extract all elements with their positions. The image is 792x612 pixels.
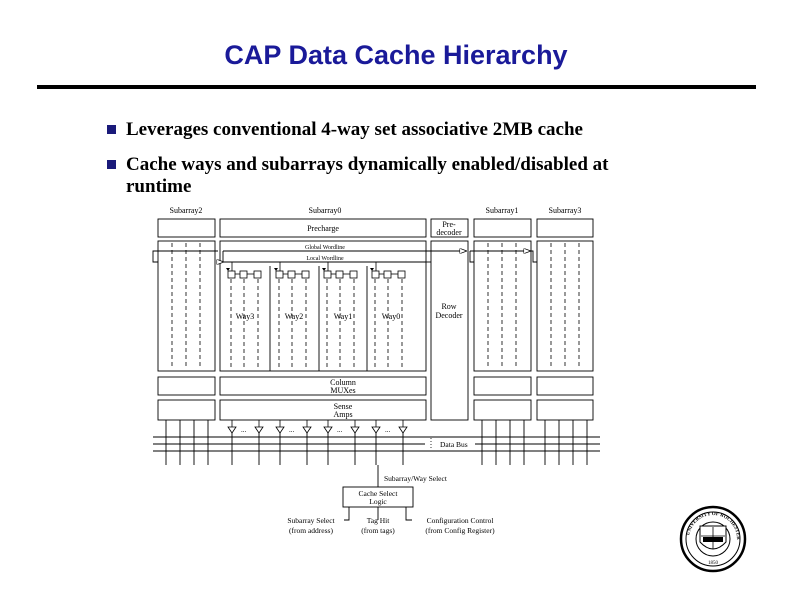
subarray2-precharge <box>158 219 215 237</box>
ellipsis-way1: ... <box>337 426 343 434</box>
subarray2-column-mux <box>158 377 215 395</box>
subarray1-array <box>474 241 531 371</box>
tag-hit-label: Tag Hit <box>366 516 390 525</box>
sense-amps-block <box>220 400 426 420</box>
subarray2-sense-amps <box>158 400 215 420</box>
subarray1-column-mux <box>474 377 531 395</box>
subarray2-label: Subarray2 <box>169 206 203 215</box>
subarray3-label: Subarray3 <box>548 206 582 215</box>
subarray1-label: Subarray1 <box>485 206 519 215</box>
subarray0-label: Subarray0 <box>308 206 342 215</box>
row-decoder-label-2: Decoder <box>435 311 463 320</box>
row-decoder-label-1: Row <box>441 302 457 311</box>
ellipsis-way2: ... <box>289 426 295 434</box>
sense-amps-label-1: Sense <box>333 402 353 411</box>
way0-label: Way0 <box>381 312 401 321</box>
subarray3-column-mux <box>537 377 593 395</box>
seal-year: 1850 <box>708 561 718 566</box>
subarray3-precharge <box>537 219 593 237</box>
seal-motto: MELIORA <box>702 537 724 542</box>
subarray1-precharge <box>474 219 531 237</box>
way2-label: Way2 <box>284 312 304 321</box>
bullet-2-text-line2: runtime <box>126 176 192 197</box>
way3-label: Way3 <box>235 312 255 321</box>
configuration-control-label: Configuration Control <box>426 516 494 525</box>
ellipsis-way3: ... <box>241 426 247 434</box>
university-seal-logo <box>681 507 745 571</box>
subarray-way-select-label: Subarray/Way Select <box>384 474 447 483</box>
subarray-select-label: Subarray Select <box>287 516 335 525</box>
way1-label: Way1 <box>333 312 353 321</box>
row-decoder-block <box>431 241 468 420</box>
global-wordline-label: Global Wordline <box>305 245 345 251</box>
slide-title: CAP Data Cache Hierarchy <box>224 40 568 70</box>
seal-text: UNIVERSITY OF ROCHESTER <box>686 511 741 540</box>
column-muxes-label-1: Column <box>330 378 356 387</box>
subarray3-sense-amps <box>537 400 593 420</box>
subarray2-array <box>158 241 215 371</box>
column-muxes-label-2: MUXes <box>330 386 356 395</box>
ellipsis-way0: ... <box>385 426 391 434</box>
data-bus-label: Data Bus <box>440 440 468 449</box>
bullet-1-text: Leverages conventional 4-way set associative 2MB cache <box>126 119 583 140</box>
subarray1-sense-amps <box>474 400 531 420</box>
sense-amps-label-2: Amps <box>333 410 353 419</box>
tag-hit-source: (from tags) <box>361 526 395 535</box>
predecoder-label-2: decoder <box>436 228 462 237</box>
local-wordline-label: Local Wordline <box>306 256 344 262</box>
cache-select-logic-label-2: Logic <box>369 497 387 506</box>
predecoder-label-1: Pre- <box>442 220 456 229</box>
column-mux-block <box>220 377 426 395</box>
bullet-2-text: Cache ways and subarrays dynamically enabled/disabled at <box>126 154 609 175</box>
cache-select-logic-label-1: Cache Select <box>358 489 398 498</box>
subarray-select-source: (from address) <box>289 526 333 535</box>
configuration-control-source: (from Config Register) <box>425 526 495 535</box>
precharge-label: Precharge <box>307 224 339 233</box>
